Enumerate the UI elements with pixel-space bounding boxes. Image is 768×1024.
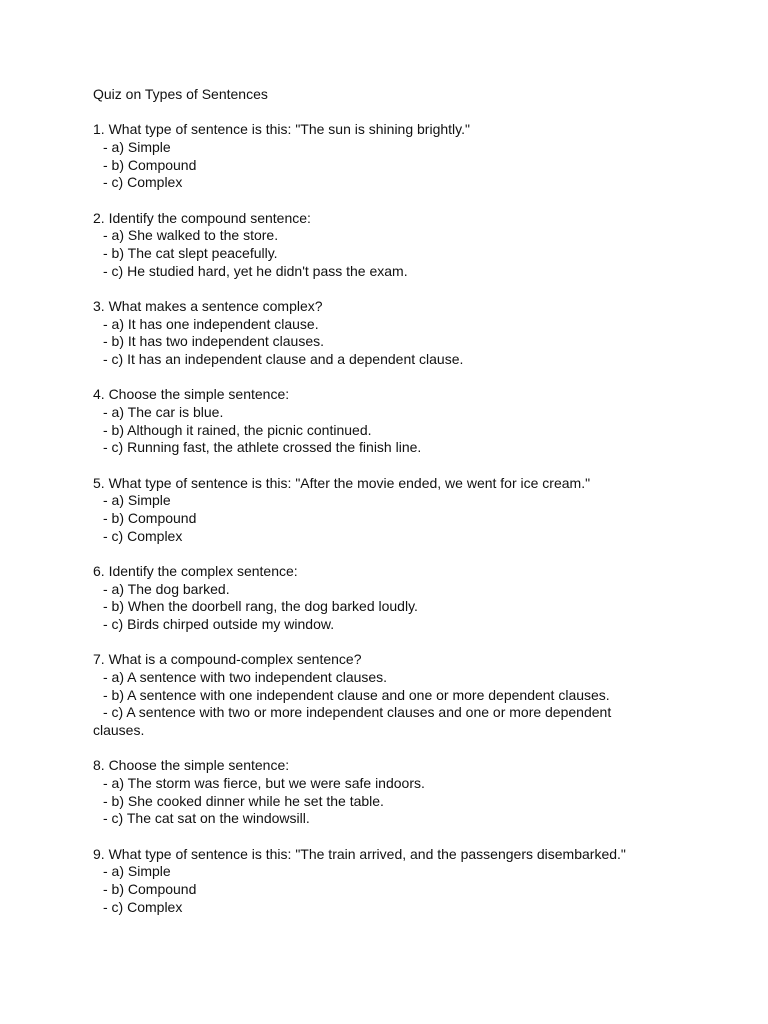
question-3: [93, 298, 649, 369]
option-a: - a) Simple: [103, 492, 171, 509]
option-a: - a) The dog barked.: [103, 580, 230, 597]
option-a: - a) Simple: [103, 863, 171, 880]
option-a: - a) A sentence with two independent clauses.: [103, 669, 388, 686]
option-a: - a) The car is blue.: [103, 404, 224, 421]
option-b: - b) A sentence with one independent clause and one or more dependent clauses.: [103, 686, 610, 703]
option-c: - c) Birds chirped outside my window.: [103, 616, 335, 633]
option-a: - a) She walked to the store.: [103, 227, 279, 244]
option-b: - b) The cat slept peacefully.: [103, 245, 278, 262]
question-text: 1. What type of sentence is this: "The sun is shining brightly.": [93, 121, 470, 138]
option-a: - a) It has one independent clause.: [103, 315, 319, 332]
question-1: [93, 121, 649, 192]
option-a: - a) The storm was fierce, but we were safe indoors.: [103, 775, 425, 792]
question-6: [93, 563, 649, 634]
option-c: - c) It has an independent clause and a dependent clause.: [103, 351, 464, 368]
question-text: 8. Choose the simple sentence:: [93, 757, 290, 774]
option-b: - b) She cooked dinner while he set the table.: [103, 792, 384, 809]
option-c: - c) Complex: [103, 174, 183, 191]
option-c: - c) A sentence with two or more independent clauses and one or more dependent clauses.: [93, 704, 612, 739]
question-8: [93, 757, 649, 828]
option-a: - a) Simple: [103, 139, 171, 155]
question-text: 7. What is a compound-complex sentence?: [93, 651, 362, 668]
question-9: [93, 846, 649, 917]
question-text: 6. Identify the complex sentence:: [93, 563, 298, 580]
question-text: 5. What type of sentence is this: "After the movie ended, we went for ice cream.": [93, 474, 591, 491]
question-text: 2. Identify the compound sentence:: [93, 209, 311, 226]
question-text: 3. What makes a sentence complex?: [93, 298, 323, 315]
question-4: [93, 386, 649, 457]
option-c: - c) He studied hard, yet he didn't pass the exam.: [103, 262, 408, 279]
option-b: - b) It has two independent clauses.: [103, 333, 325, 350]
option-c: - c) Complex: [103, 898, 183, 915]
option-b: - b) Compound: [103, 156, 197, 173]
option-c: - c) The cat sat on the windowsill.: [103, 810, 310, 827]
quiz-content: [93, 86, 649, 916]
question-text: 9. What type of sentence is this: "The train arrived, and the passengers disembarked.": [93, 845, 626, 862]
option-b: - b) When the doorbell rang, the dog barked loudly.: [103, 598, 418, 615]
question-5: [93, 475, 649, 546]
option-b: - b) Compound: [103, 881, 197, 898]
option-c: - c) Complex: [103, 527, 183, 544]
option-c: - c) Running fast, the athlete crossed the finish line.: [103, 439, 422, 456]
question-text: 4. Choose the simple sentence:: [93, 386, 290, 403]
option-b: - b) Although it rained, the picnic continued.: [103, 421, 372, 438]
question-7: [93, 651, 649, 739]
quiz-title: Quiz on Types of Sentences: [93, 86, 268, 102]
option-b: - b) Compound: [103, 510, 197, 527]
question-2: [93, 210, 649, 281]
